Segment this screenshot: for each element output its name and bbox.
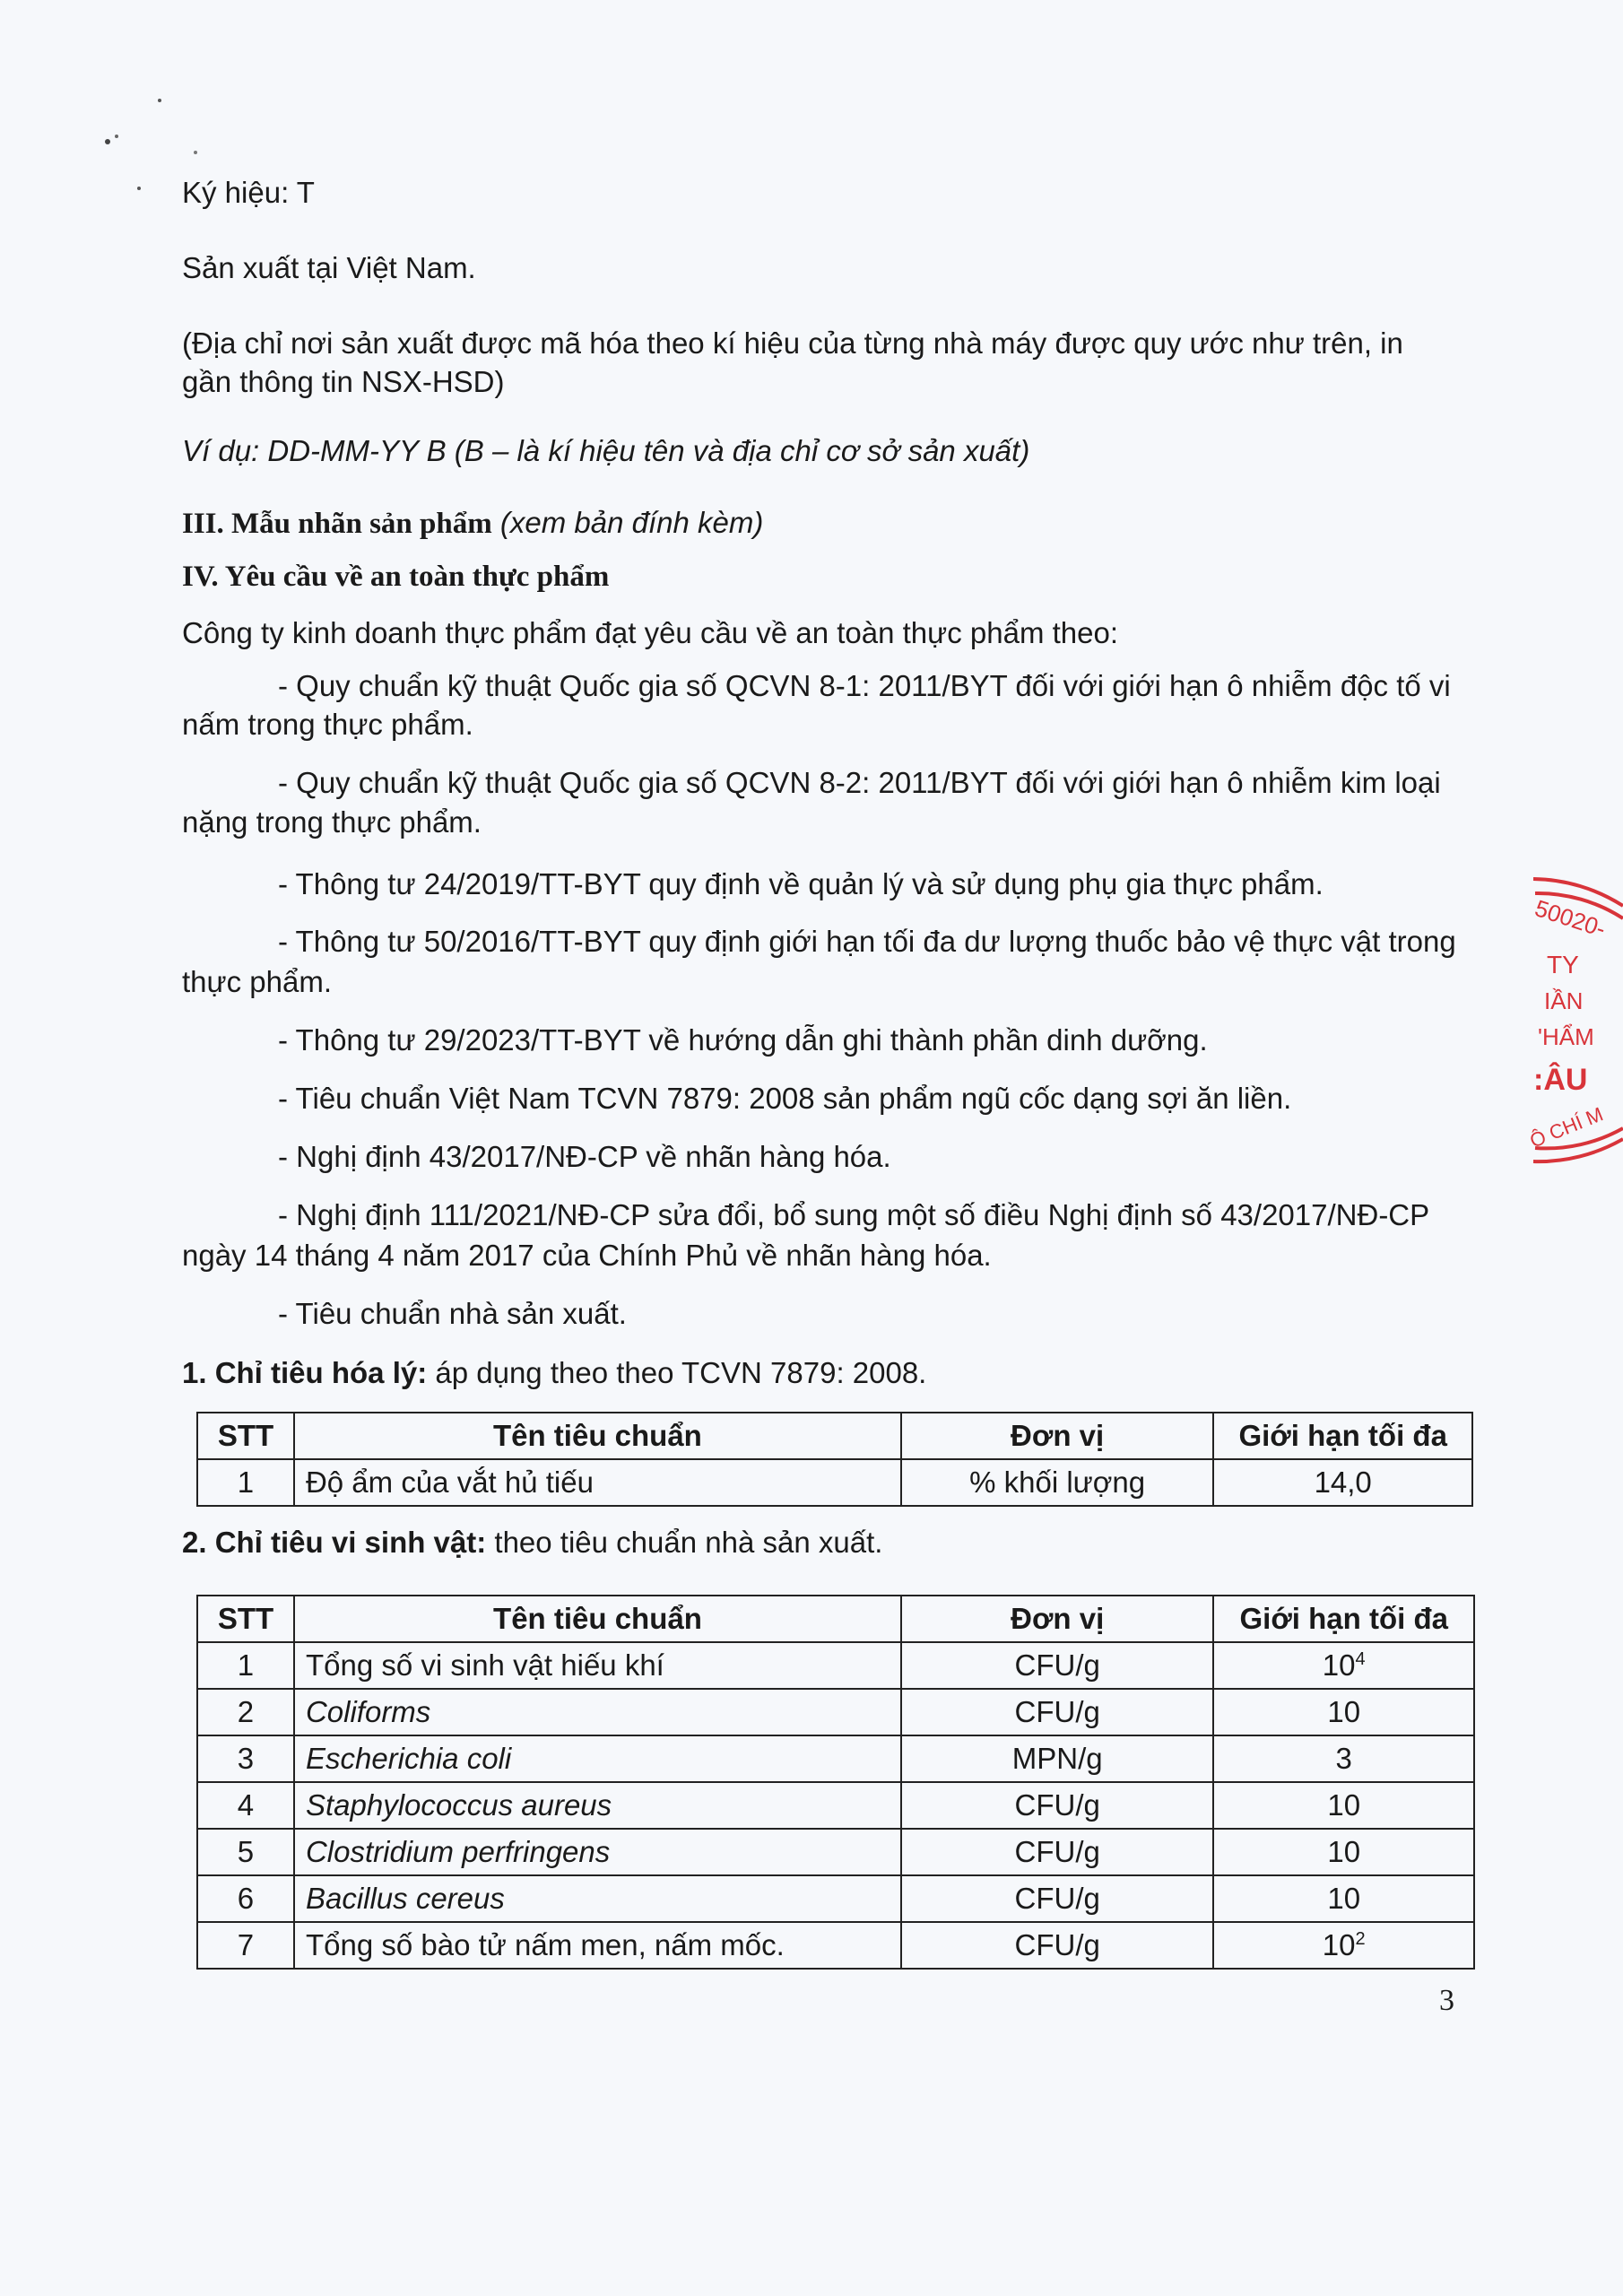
reg-item-7: - Nghị định 43/2017/NĐ-CP về nhãn hàng hóa. (278, 1140, 891, 1173)
cell-stt: 4 (197, 1782, 294, 1829)
table-row (197, 1829, 1474, 1875)
limit-exponent: 4 (1355, 1649, 1366, 1669)
cell-unit: % khối lượng (901, 1459, 1214, 1506)
page-number: 3 (1439, 1984, 1454, 2017)
micro-heading (182, 1522, 882, 1563)
cell-unit: CFU/g (901, 1875, 1213, 1922)
limit-value: 10 (1327, 1882, 1361, 1915)
cell-name: Staphylococcus aureus (294, 1782, 901, 1829)
reg-item-1: - Quy chuẩn kỹ thuật Quốc gia số QCVN 8-1: 2011/BYT đối với giới hạn ô nhiễm độc tố vi (278, 669, 1451, 702)
table-row (197, 1735, 1474, 1782)
reg-item-8-cont: ngày 14 tháng 4 năm 2017 của Chính Phủ về nhãn hàng hóa. (182, 1239, 992, 1272)
cell-name: Bacillus cereus (294, 1875, 901, 1922)
physchem-note: áp dụng theo theo TCVN 7879: 2008. (435, 1356, 927, 1389)
cell-unit: CFU/g (901, 1922, 1213, 1969)
reg-item-3: - Thông tư 24/2019/TT-BYT quy định về quản lý và sử dụng phụ gia thực phẩm. (278, 867, 1324, 900)
stamp-text-ty: TY (1547, 951, 1579, 978)
header-stt: STT (197, 1596, 294, 1642)
cell-name: Escherichia coli (294, 1735, 901, 1782)
cell-limit (1213, 1829, 1474, 1875)
symbol-line: Ký hiệu: T (182, 176, 315, 209)
made-in-line: Sản xuất tại Việt Nam. (182, 251, 476, 284)
micro-title: 2. Chỉ tiêu vi sinh vật: (182, 1526, 487, 1559)
micro-note: theo tiêu chuẩn nhà sản xuất. (494, 1526, 883, 1559)
table-header-row (197, 1596, 1474, 1642)
micro-table-body (197, 1642, 1474, 1969)
cell-limit (1213, 1642, 1474, 1689)
micro-table (196, 1595, 1475, 1970)
cell-limit (1213, 1922, 1474, 1969)
cell-unit: CFU/g (901, 1689, 1213, 1735)
section-3-note: (xem bản đính kèm) (499, 506, 764, 539)
reg-item-8: - Nghị định 111/2021/NĐ-CP sửa đổi, bổ sung một số điều Nghị định số 43/2017/NĐ-CP (278, 1198, 1430, 1231)
table-row (197, 1459, 1472, 1506)
cell-stt: 2 (197, 1689, 294, 1735)
company-stamp (1471, 843, 1623, 1220)
cell-unit: CFU/g (901, 1642, 1213, 1689)
cell-unit: CFU/g (901, 1829, 1213, 1875)
table-row (197, 1922, 1474, 1969)
cell-limit (1213, 1782, 1474, 1829)
cell-name: Clostridium perfringens (294, 1829, 901, 1875)
table-row (197, 1689, 1474, 1735)
physchem-heading (182, 1352, 926, 1394)
header-limit: Giới hạn tối đa (1213, 1596, 1474, 1642)
cell-stt: 3 (197, 1735, 294, 1782)
section-3-title: III. Mẫu nhãn sản phẩm (182, 508, 492, 540)
cell-name: Coliforms (294, 1689, 901, 1735)
address-note-line-1: (Địa chỉ nơi sản xuất được mã hóa theo kí hiệu của từng nhà máy được quy ước như trên, in (182, 326, 1403, 360)
header-name: Tên tiêu chuẩn (294, 1596, 901, 1642)
limit-value: 10 (1322, 1928, 1356, 1961)
cell-name: Tổng số vi sinh vật hiếu khí (294, 1642, 901, 1689)
reg-item-4: - Thông tư 50/2016/TT-BYT quy định giới hạn tối đa dư lượng thuốc bảo vệ thực vật trong (278, 925, 1456, 958)
limit-value: 10 (1327, 1835, 1361, 1868)
stamp-text-city: Ô CHÍ M (1526, 1102, 1607, 1152)
stamp-text-pham: 'HẨM (1538, 1023, 1594, 1050)
cell-name: Độ ẩm của vắt hủ tiếu (294, 1459, 901, 1506)
reg-item-2-cont: nặng trong thực phẩm. (182, 805, 482, 839)
cell-stt: 1 (197, 1642, 294, 1689)
header-unit: Đơn vị (901, 1413, 1214, 1459)
table-row (197, 1782, 1474, 1829)
section-3-heading (182, 502, 763, 544)
cell-limit (1213, 1735, 1474, 1782)
header-stt: STT (197, 1413, 294, 1459)
header-name: Tên tiêu chuẩn (294, 1413, 901, 1459)
cell-name: Tổng số bào tử nấm men, nấm mốc. (294, 1922, 901, 1969)
table-row (197, 1642, 1474, 1689)
section-4-title: IV. Yêu cầu về an toàn thực phẩm (182, 561, 610, 593)
table-row (197, 1875, 1474, 1922)
reg-item-6: - Tiêu chuẩn Việt Nam TCVN 7879: 2008 sản phẩm ngũ cốc dạng sợi ăn liền. (278, 1082, 1292, 1115)
limit-value: 10 (1322, 1648, 1356, 1682)
cell-unit: MPN/g (901, 1735, 1213, 1782)
header-unit: Đơn vị (901, 1596, 1213, 1642)
reg-item-2: - Quy chuẩn kỹ thuật Quốc gia số QCVN 8-2: 2011/BYT đối với giới hạn ô nhiễm kim loại (278, 766, 1441, 799)
cell-stt: 7 (197, 1922, 294, 1969)
physchem-table (196, 1412, 1473, 1507)
cell-limit (1213, 1689, 1474, 1735)
header-limit: Giới hạn tối đa (1213, 1413, 1472, 1459)
reg-item-9: - Tiêu chuẩn nhà sản xuất. (278, 1297, 627, 1330)
cell-limit (1213, 1875, 1474, 1922)
cell-stt: 6 (197, 1875, 294, 1922)
cell-unit: CFU/g (901, 1782, 1213, 1829)
address-note-line-2: gần thông tin NSX-HSD) (182, 365, 505, 398)
cell-stt: 1 (197, 1459, 294, 1506)
limit-value: 10 (1327, 1788, 1361, 1822)
example-line: Ví dụ: DD-MM-YY B (B – là kí hiệu tên và địa chỉ cơ sở sản xuất) (182, 434, 1030, 467)
stamp-text-chau: :ÂU (1533, 1063, 1588, 1097)
table-header-row (197, 1413, 1472, 1459)
limit-exponent: 2 (1355, 1929, 1366, 1949)
stamp-text-code: 50020- (1532, 894, 1610, 943)
reg-item-1-cont: nấm trong thực phẩm. (182, 708, 473, 741)
section-4-intro: Công ty kinh doanh thực phẩm đạt yêu cầu về an toàn thực phẩm theo: (182, 616, 1119, 649)
physchem-title: 1. Chỉ tiêu hóa lý: (182, 1356, 428, 1389)
reg-item-5: - Thông tư 29/2023/TT-BYT về hướng dẫn ghi thành phần dinh dưỡng. (278, 1023, 1208, 1057)
limit-value: 3 (1335, 1742, 1352, 1775)
cell-limit: 14,0 (1213, 1459, 1472, 1506)
stamp-text-an: IẦN (1544, 987, 1584, 1014)
reg-item-4-cont: thực phẩm. (182, 965, 332, 998)
limit-value: 10 (1327, 1695, 1361, 1728)
cell-stt: 5 (197, 1829, 294, 1875)
